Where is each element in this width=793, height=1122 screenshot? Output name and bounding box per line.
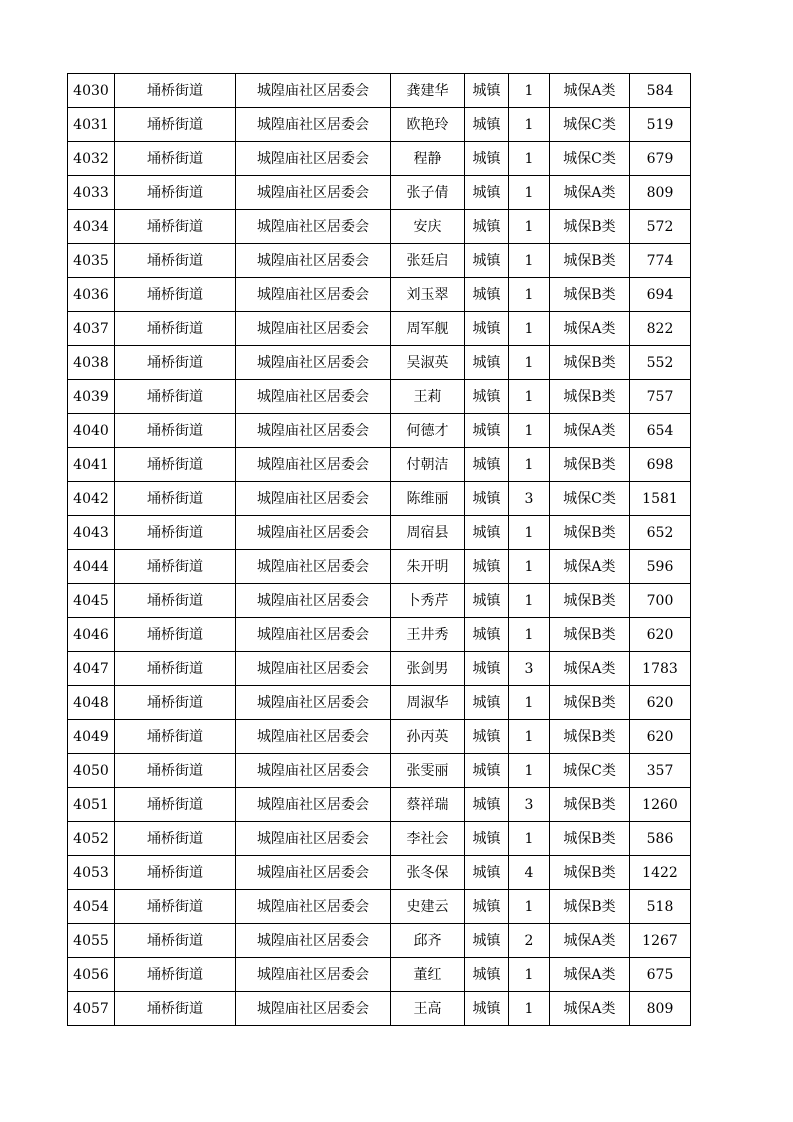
household-count-cell: 1	[509, 448, 550, 482]
name-cell: 陈维丽	[391, 482, 465, 516]
row-id-cell: 4033	[68, 176, 115, 210]
household-count-cell: 1	[509, 890, 550, 924]
area-type-cell: 城镇	[465, 74, 509, 108]
street-cell: 埇桥街道	[115, 992, 236, 1026]
amount-cell: 822	[630, 312, 691, 346]
area-type-cell: 城镇	[465, 482, 509, 516]
table-row	[68, 856, 691, 890]
name-cell: 程静	[391, 142, 465, 176]
table-row	[68, 210, 691, 244]
committee-cell: 城隍庙社区居委会	[236, 754, 391, 788]
area-type-cell: 城镇	[465, 822, 509, 856]
street-cell: 埇桥街道	[115, 176, 236, 210]
household-count-cell: 1	[509, 414, 550, 448]
amount-cell: 1267	[630, 924, 691, 958]
name-cell: 蔡祥瑞	[391, 788, 465, 822]
amount-cell: 757	[630, 380, 691, 414]
area-type-cell: 城镇	[465, 890, 509, 924]
table-row	[68, 108, 691, 142]
category-cell: 城保B类	[550, 822, 630, 856]
row-id-cell: 4037	[68, 312, 115, 346]
name-cell: 邱齐	[391, 924, 465, 958]
street-cell: 埇桥街道	[115, 142, 236, 176]
household-count-cell: 1	[509, 754, 550, 788]
area-type-cell: 城镇	[465, 618, 509, 652]
table-row	[68, 958, 691, 992]
street-cell: 埇桥街道	[115, 686, 236, 720]
table-row	[68, 754, 691, 788]
area-type-cell: 城镇	[465, 414, 509, 448]
committee-cell: 城隍庙社区居委会	[236, 278, 391, 312]
committee-cell: 城隍庙社区居委会	[236, 108, 391, 142]
table-row	[68, 176, 691, 210]
amount-cell: 1783	[630, 652, 691, 686]
name-cell: 王井秀	[391, 618, 465, 652]
category-cell: 城保A类	[550, 312, 630, 346]
category-cell: 城保A类	[550, 176, 630, 210]
table-row	[68, 584, 691, 618]
row-id-cell: 4036	[68, 278, 115, 312]
table-row	[68, 992, 691, 1026]
table-row	[68, 516, 691, 550]
committee-cell: 城隍庙社区居委会	[236, 822, 391, 856]
committee-cell: 城隍庙社区居委会	[236, 448, 391, 482]
amount-cell: 675	[630, 958, 691, 992]
row-id-cell: 4056	[68, 958, 115, 992]
area-type-cell: 城镇	[465, 652, 509, 686]
table-row	[68, 312, 691, 346]
category-cell: 城保B类	[550, 584, 630, 618]
household-count-cell: 1	[509, 992, 550, 1026]
street-cell: 埇桥街道	[115, 74, 236, 108]
household-count-cell: 1	[509, 958, 550, 992]
area-type-cell: 城镇	[465, 346, 509, 380]
street-cell: 埇桥街道	[115, 822, 236, 856]
household-count-cell: 1	[509, 550, 550, 584]
committee-cell: 城隍庙社区居委会	[236, 924, 391, 958]
table-row	[68, 414, 691, 448]
category-cell: 城保B类	[550, 516, 630, 550]
area-type-cell: 城镇	[465, 788, 509, 822]
amount-cell: 679	[630, 142, 691, 176]
amount-cell: 1581	[630, 482, 691, 516]
table-row	[68, 618, 691, 652]
household-count-cell: 1	[509, 108, 550, 142]
area-type-cell: 城镇	[465, 754, 509, 788]
committee-cell: 城隍庙社区居委会	[236, 992, 391, 1026]
household-count-cell: 1	[509, 618, 550, 652]
row-id-cell: 4031	[68, 108, 115, 142]
row-id-cell: 4044	[68, 550, 115, 584]
table-row	[68, 924, 691, 958]
table-row	[68, 890, 691, 924]
amount-cell: 700	[630, 584, 691, 618]
street-cell: 埇桥街道	[115, 278, 236, 312]
committee-cell: 城隍庙社区居委会	[236, 686, 391, 720]
household-count-cell: 1	[509, 74, 550, 108]
category-cell: 城保A类	[550, 414, 630, 448]
category-cell: 城保C类	[550, 754, 630, 788]
table-row	[68, 720, 691, 754]
row-id-cell: 4030	[68, 74, 115, 108]
amount-cell: 519	[630, 108, 691, 142]
category-cell: 城保A类	[550, 924, 630, 958]
table-row	[68, 550, 691, 584]
row-id-cell: 4043	[68, 516, 115, 550]
amount-cell: 774	[630, 244, 691, 278]
category-cell: 城保B类	[550, 686, 630, 720]
row-id-cell: 4042	[68, 482, 115, 516]
committee-cell: 城隍庙社区居委会	[236, 720, 391, 754]
name-cell: 王莉	[391, 380, 465, 414]
table-row	[68, 142, 691, 176]
household-count-cell: 1	[509, 176, 550, 210]
amount-cell: 518	[630, 890, 691, 924]
committee-cell: 城隍庙社区居委会	[236, 856, 391, 890]
committee-cell: 城隍庙社区居委会	[236, 652, 391, 686]
street-cell: 埇桥街道	[115, 652, 236, 686]
committee-cell: 城隍庙社区居委会	[236, 482, 391, 516]
area-type-cell: 城镇	[465, 244, 509, 278]
row-id-cell: 4048	[68, 686, 115, 720]
name-cell: 董红	[391, 958, 465, 992]
street-cell: 埇桥街道	[115, 448, 236, 482]
category-cell: 城保B类	[550, 346, 630, 380]
area-type-cell: 城镇	[465, 108, 509, 142]
table-row	[68, 346, 691, 380]
table-row	[68, 652, 691, 686]
name-cell: 龚建华	[391, 74, 465, 108]
street-cell: 埇桥街道	[115, 550, 236, 584]
area-type-cell: 城镇	[465, 278, 509, 312]
committee-cell: 城隍庙社区居委会	[236, 210, 391, 244]
name-cell: 何德才	[391, 414, 465, 448]
household-count-cell: 2	[509, 924, 550, 958]
committee-cell: 城隍庙社区居委会	[236, 550, 391, 584]
category-cell: 城保C类	[550, 142, 630, 176]
name-cell: 王高	[391, 992, 465, 1026]
name-cell: 张剑男	[391, 652, 465, 686]
name-cell: 张雯丽	[391, 754, 465, 788]
row-id-cell: 4050	[68, 754, 115, 788]
row-id-cell: 4032	[68, 142, 115, 176]
category-cell: 城保A类	[550, 652, 630, 686]
row-id-cell: 4052	[68, 822, 115, 856]
row-id-cell: 4040	[68, 414, 115, 448]
amount-cell: 584	[630, 74, 691, 108]
committee-cell: 城隍庙社区居委会	[236, 958, 391, 992]
household-count-cell: 1	[509, 244, 550, 278]
area-type-cell: 城镇	[465, 992, 509, 1026]
household-count-cell: 1	[509, 142, 550, 176]
committee-cell: 城隍庙社区居委会	[236, 312, 391, 346]
street-cell: 埇桥街道	[115, 108, 236, 142]
category-cell: 城保C类	[550, 108, 630, 142]
area-type-cell: 城镇	[465, 176, 509, 210]
area-type-cell: 城镇	[465, 686, 509, 720]
category-cell: 城保A类	[550, 958, 630, 992]
area-type-cell: 城镇	[465, 448, 509, 482]
household-count-cell: 1	[509, 312, 550, 346]
category-cell: 城保A类	[550, 992, 630, 1026]
street-cell: 埇桥街道	[115, 210, 236, 244]
committee-cell: 城隍庙社区居委会	[236, 618, 391, 652]
amount-cell: 572	[630, 210, 691, 244]
area-type-cell: 城镇	[465, 856, 509, 890]
table-row	[68, 482, 691, 516]
name-cell: 朱开明	[391, 550, 465, 584]
household-count-cell: 1	[509, 822, 550, 856]
name-cell: 欧艳玲	[391, 108, 465, 142]
category-cell: 城保B类	[550, 890, 630, 924]
row-id-cell: 4047	[68, 652, 115, 686]
household-count-cell: 1	[509, 278, 550, 312]
name-cell: 周宿县	[391, 516, 465, 550]
category-cell: 城保B类	[550, 788, 630, 822]
table-body	[68, 74, 691, 1026]
row-id-cell: 4046	[68, 618, 115, 652]
household-count-cell: 3	[509, 788, 550, 822]
row-id-cell: 4045	[68, 584, 115, 618]
household-count-cell: 1	[509, 584, 550, 618]
row-id-cell: 4053	[68, 856, 115, 890]
amount-cell: 1422	[630, 856, 691, 890]
category-cell: 城保B类	[550, 856, 630, 890]
household-count-cell: 1	[509, 380, 550, 414]
street-cell: 埇桥街道	[115, 890, 236, 924]
category-cell: 城保B类	[550, 278, 630, 312]
household-count-cell: 4	[509, 856, 550, 890]
table-row	[68, 380, 691, 414]
name-cell: 张子倩	[391, 176, 465, 210]
table-row	[68, 788, 691, 822]
street-cell: 埇桥街道	[115, 380, 236, 414]
amount-cell: 596	[630, 550, 691, 584]
household-count-cell: 3	[509, 482, 550, 516]
area-type-cell: 城镇	[465, 312, 509, 346]
committee-cell: 城隍庙社区居委会	[236, 788, 391, 822]
household-count-cell: 1	[509, 346, 550, 380]
committee-cell: 城隍庙社区居委会	[236, 74, 391, 108]
table-row	[68, 278, 691, 312]
category-cell: 城保C类	[550, 482, 630, 516]
street-cell: 埇桥街道	[115, 414, 236, 448]
name-cell: 李社会	[391, 822, 465, 856]
amount-cell: 654	[630, 414, 691, 448]
street-cell: 埇桥街道	[115, 856, 236, 890]
household-count-cell: 1	[509, 210, 550, 244]
amount-cell: 652	[630, 516, 691, 550]
household-count-cell: 1	[509, 516, 550, 550]
name-cell: 孙丙英	[391, 720, 465, 754]
street-cell: 埇桥街道	[115, 788, 236, 822]
committee-cell: 城隍庙社区居委会	[236, 890, 391, 924]
committee-cell: 城隍庙社区居委会	[236, 414, 391, 448]
amount-cell: 1260	[630, 788, 691, 822]
name-cell: 付朝洁	[391, 448, 465, 482]
row-id-cell: 4034	[68, 210, 115, 244]
category-cell: 城保A类	[550, 550, 630, 584]
amount-cell: 809	[630, 992, 691, 1026]
street-cell: 埇桥街道	[115, 482, 236, 516]
household-count-cell: 1	[509, 720, 550, 754]
category-cell: 城保A类	[550, 74, 630, 108]
row-id-cell: 4041	[68, 448, 115, 482]
area-type-cell: 城镇	[465, 516, 509, 550]
committee-cell: 城隍庙社区居委会	[236, 584, 391, 618]
name-cell: 刘玉翠	[391, 278, 465, 312]
amount-cell: 357	[630, 754, 691, 788]
table-row	[68, 822, 691, 856]
amount-cell: 552	[630, 346, 691, 380]
row-id-cell: 4049	[68, 720, 115, 754]
name-cell: 史建云	[391, 890, 465, 924]
amount-cell: 620	[630, 720, 691, 754]
area-type-cell: 城镇	[465, 958, 509, 992]
name-cell: 周淑华	[391, 686, 465, 720]
committee-cell: 城隍庙社区居委会	[236, 244, 391, 278]
street-cell: 埇桥街道	[115, 618, 236, 652]
area-type-cell: 城镇	[465, 142, 509, 176]
amount-cell: 809	[630, 176, 691, 210]
row-id-cell: 4057	[68, 992, 115, 1026]
area-type-cell: 城镇	[465, 720, 509, 754]
row-id-cell: 4039	[68, 380, 115, 414]
household-count-cell: 1	[509, 686, 550, 720]
category-cell: 城保B类	[550, 244, 630, 278]
category-cell: 城保B类	[550, 210, 630, 244]
row-id-cell: 4055	[68, 924, 115, 958]
row-id-cell: 4051	[68, 788, 115, 822]
name-cell: 张冬保	[391, 856, 465, 890]
amount-cell: 620	[630, 618, 691, 652]
street-cell: 埇桥街道	[115, 244, 236, 278]
street-cell: 埇桥街道	[115, 754, 236, 788]
street-cell: 埇桥街道	[115, 312, 236, 346]
category-cell: 城保B类	[550, 380, 630, 414]
row-id-cell: 4038	[68, 346, 115, 380]
name-cell: 吴淑英	[391, 346, 465, 380]
household-count-cell: 3	[509, 652, 550, 686]
amount-cell: 620	[630, 686, 691, 720]
committee-cell: 城隍庙社区居委会	[236, 346, 391, 380]
name-cell: 张廷启	[391, 244, 465, 278]
street-cell: 埇桥街道	[115, 516, 236, 550]
street-cell: 埇桥街道	[115, 958, 236, 992]
area-type-cell: 城镇	[465, 584, 509, 618]
area-type-cell: 城镇	[465, 380, 509, 414]
amount-cell: 586	[630, 822, 691, 856]
committee-cell: 城隍庙社区居委会	[236, 142, 391, 176]
table-row	[68, 686, 691, 720]
street-cell: 埇桥街道	[115, 584, 236, 618]
area-type-cell: 城镇	[465, 210, 509, 244]
amount-cell: 698	[630, 448, 691, 482]
row-id-cell: 4035	[68, 244, 115, 278]
area-type-cell: 城镇	[465, 924, 509, 958]
committee-cell: 城隍庙社区居委会	[236, 380, 391, 414]
name-cell: 卜秀芹	[391, 584, 465, 618]
street-cell: 埇桥街道	[115, 720, 236, 754]
street-cell: 埇桥街道	[115, 346, 236, 380]
committee-cell: 城隍庙社区居委会	[236, 516, 391, 550]
name-cell: 周军舰	[391, 312, 465, 346]
amount-cell: 694	[630, 278, 691, 312]
row-id-cell: 4054	[68, 890, 115, 924]
street-cell: 埇桥街道	[115, 924, 236, 958]
committee-cell: 城隍庙社区居委会	[236, 176, 391, 210]
table-row	[68, 448, 691, 482]
table-row	[68, 74, 691, 108]
name-cell: 安庆	[391, 210, 465, 244]
category-cell: 城保B类	[550, 618, 630, 652]
table-row	[68, 244, 691, 278]
recipient-table	[67, 73, 691, 1026]
category-cell: 城保B类	[550, 720, 630, 754]
category-cell: 城保B类	[550, 448, 630, 482]
area-type-cell: 城镇	[465, 550, 509, 584]
